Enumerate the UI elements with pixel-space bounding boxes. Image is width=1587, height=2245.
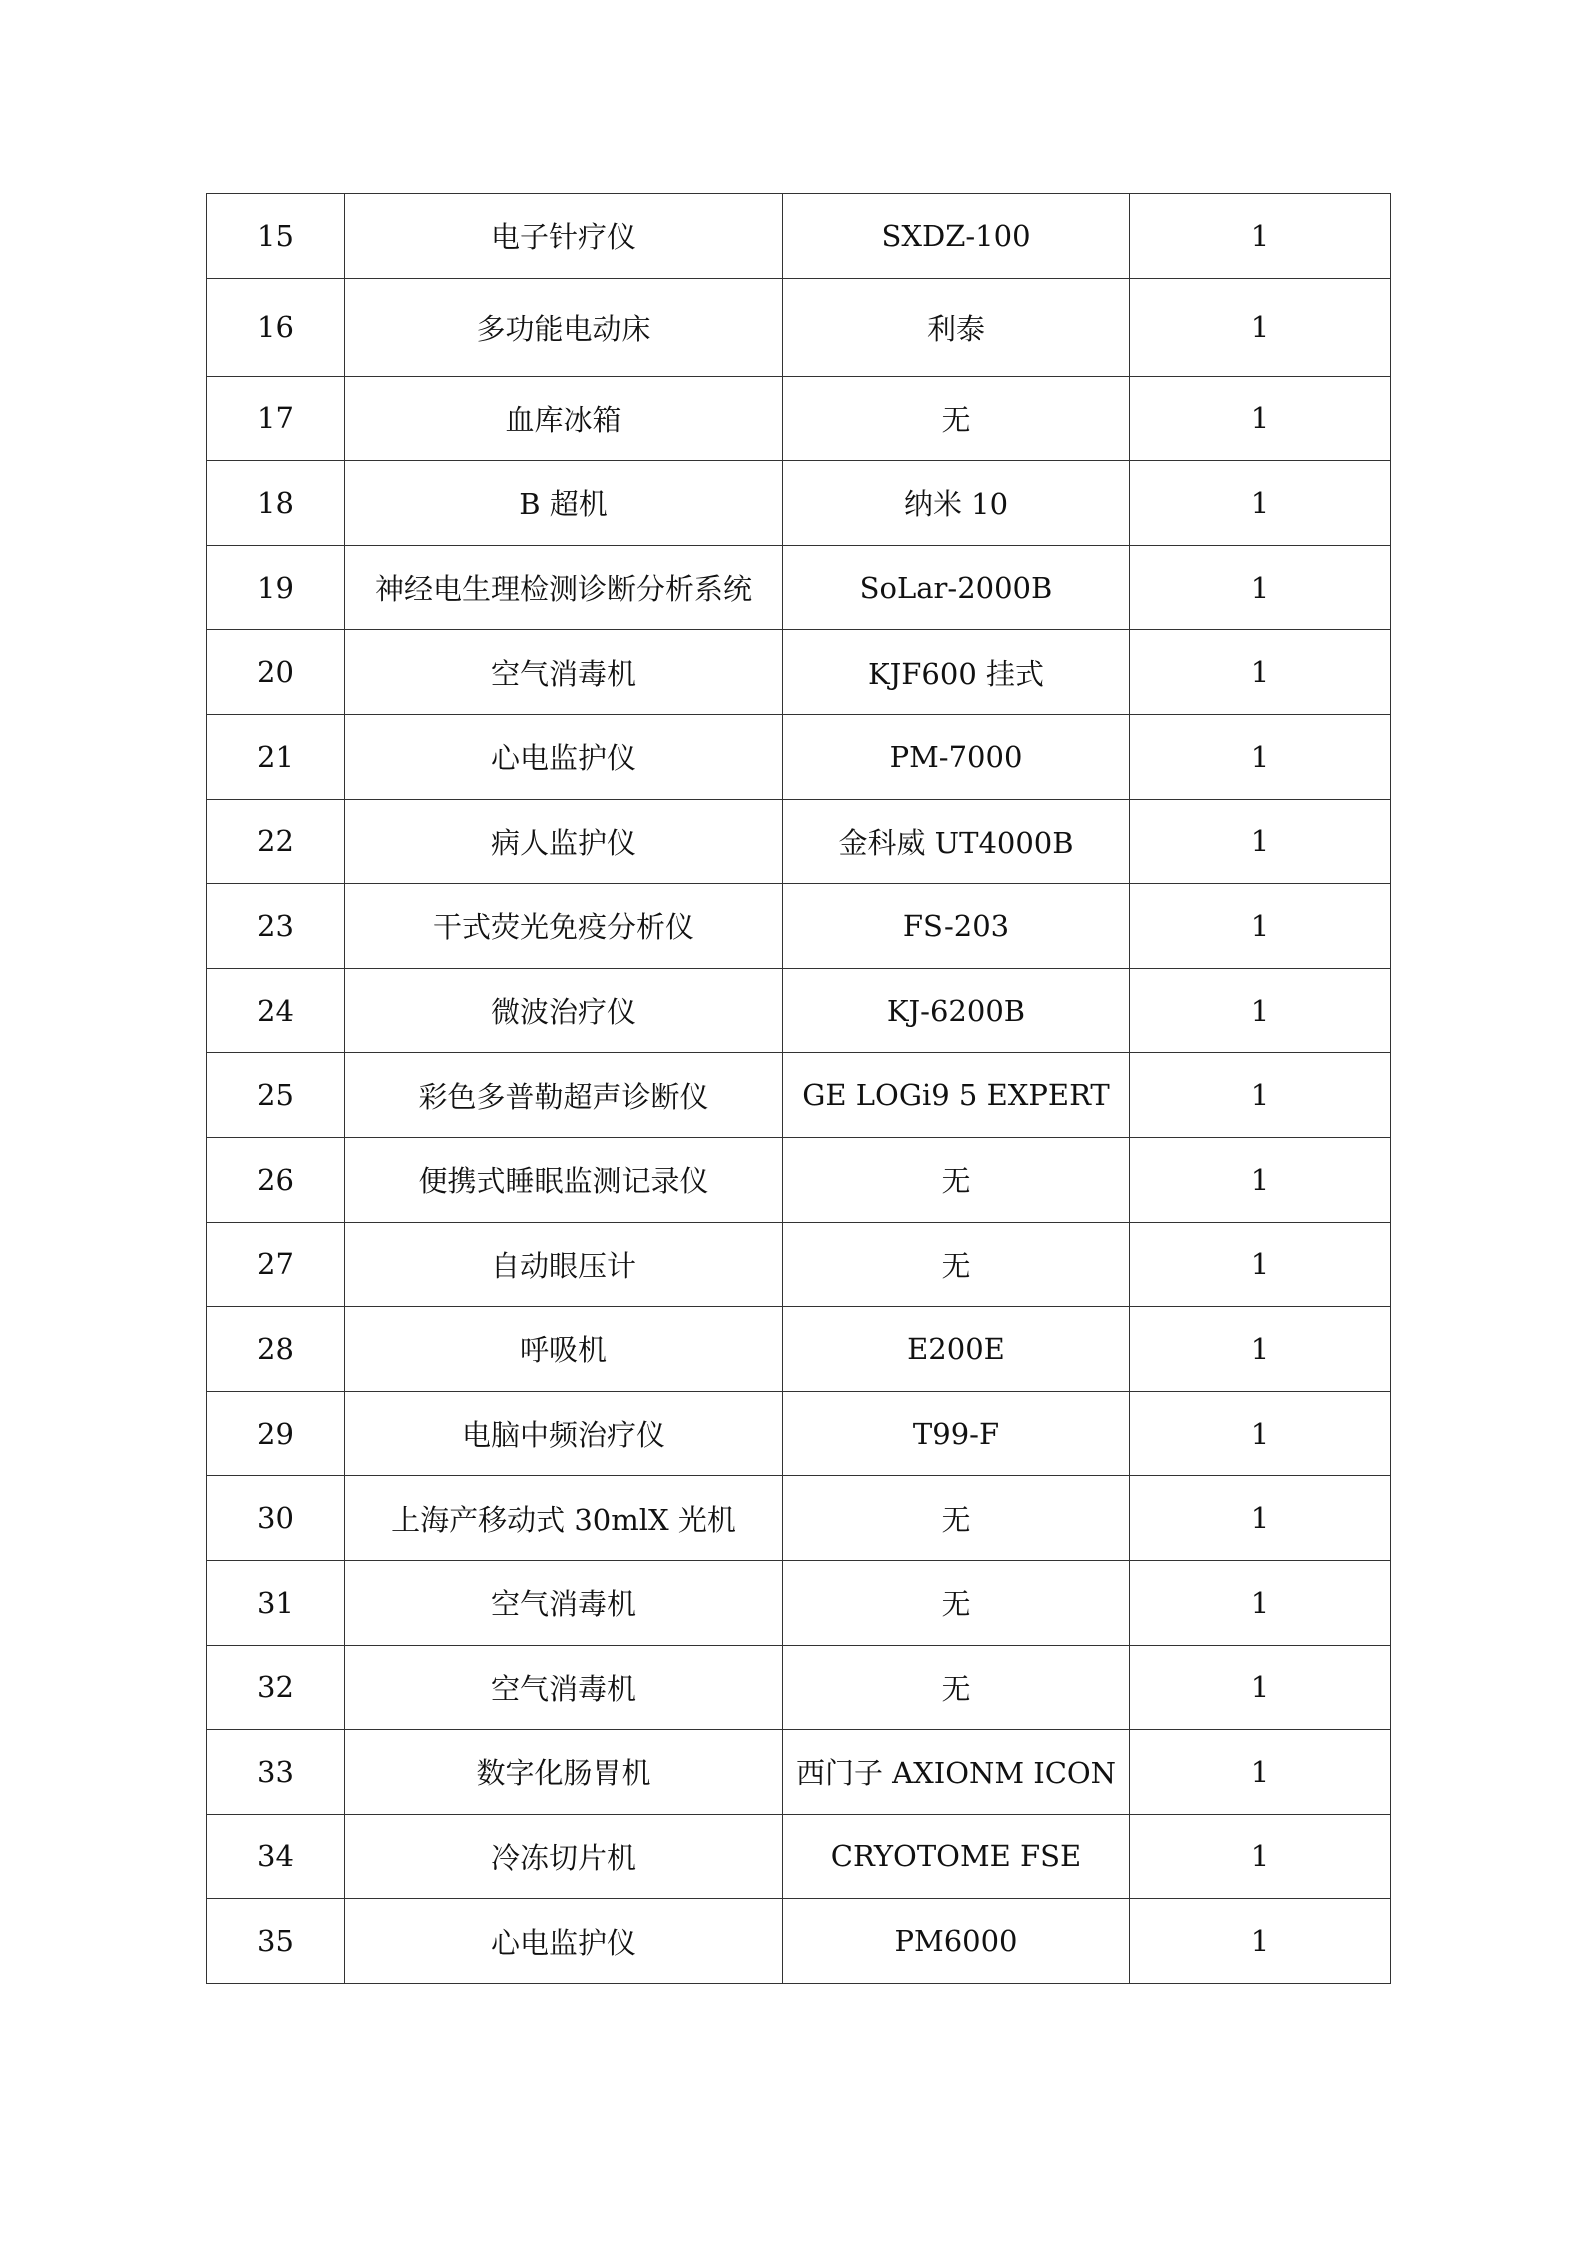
equipment-name-cell: 空气消毒机 xyxy=(345,1645,783,1730)
equipment-name-cell: 电子针疗仪 xyxy=(345,194,783,279)
table-row xyxy=(207,884,1391,969)
table-row xyxy=(207,545,1391,630)
model-cell: 无 xyxy=(783,1137,1130,1222)
quantity-cell: 1 xyxy=(1130,799,1391,884)
model-cell: GE LOGi9 5 EXPERT xyxy=(783,1053,1130,1138)
table-row xyxy=(207,799,1391,884)
table-row xyxy=(207,714,1391,799)
row-number-cell: 18 xyxy=(207,461,345,546)
row-number-cell: 31 xyxy=(207,1560,345,1645)
equipment-name-cell: 冷冻切片机 xyxy=(345,1814,783,1899)
equipment-table-body xyxy=(207,194,1391,1984)
equipment-name-cell: 便携式睡眠监测记录仪 xyxy=(345,1137,783,1222)
row-number-cell: 22 xyxy=(207,799,345,884)
row-number-cell: 16 xyxy=(207,278,345,376)
equipment-name-cell: 彩色多普勒超声诊断仪 xyxy=(345,1053,783,1138)
quantity-cell: 1 xyxy=(1130,1391,1391,1476)
row-number-cell: 26 xyxy=(207,1137,345,1222)
equipment-name-cell: B 超机 xyxy=(345,461,783,546)
equipment-name-cell: 数字化肠胃机 xyxy=(345,1730,783,1815)
equipment-name-cell: 电脑中频治疗仪 xyxy=(345,1391,783,1476)
quantity-cell: 1 xyxy=(1130,968,1391,1053)
row-number-cell: 24 xyxy=(207,968,345,1053)
table-row xyxy=(207,1560,1391,1645)
equipment-name-cell: 血库冰箱 xyxy=(345,376,783,461)
row-number-cell: 28 xyxy=(207,1307,345,1392)
row-number-cell: 20 xyxy=(207,630,345,715)
quantity-cell: 1 xyxy=(1130,1899,1391,1984)
model-cell: 无 xyxy=(783,376,1130,461)
equipment-name-cell: 干式荧光免疫分析仪 xyxy=(345,884,783,969)
table-row xyxy=(207,278,1391,376)
row-number-cell: 25 xyxy=(207,1053,345,1138)
quantity-cell: 1 xyxy=(1130,461,1391,546)
row-number-cell: 23 xyxy=(207,884,345,969)
equipment-name-cell: 微波治疗仪 xyxy=(345,968,783,1053)
model-cell: CRYOTOME FSE xyxy=(783,1814,1130,1899)
quantity-cell: 1 xyxy=(1130,1645,1391,1730)
table-row xyxy=(207,1391,1391,1476)
model-cell: 利泰 xyxy=(783,278,1130,376)
row-number-cell: 29 xyxy=(207,1391,345,1476)
equipment-name-cell: 神经电生理检测诊断分析系统 xyxy=(345,545,783,630)
table-row xyxy=(207,968,1391,1053)
quantity-cell: 1 xyxy=(1130,884,1391,969)
table-row xyxy=(207,1899,1391,1984)
row-number-cell: 32 xyxy=(207,1645,345,1730)
model-cell: 无 xyxy=(783,1560,1130,1645)
row-number-cell: 17 xyxy=(207,376,345,461)
row-number-cell: 21 xyxy=(207,714,345,799)
quantity-cell: 1 xyxy=(1130,194,1391,279)
quantity-cell: 1 xyxy=(1130,1053,1391,1138)
quantity-cell: 1 xyxy=(1130,714,1391,799)
row-number-cell: 33 xyxy=(207,1730,345,1815)
equipment-table xyxy=(206,193,1391,1984)
equipment-name-cell: 心电监护仪 xyxy=(345,1899,783,1984)
quantity-cell: 1 xyxy=(1130,376,1391,461)
model-cell: 西门子 AXIONM ICON xyxy=(783,1730,1130,1815)
model-cell: T99-F xyxy=(783,1391,1130,1476)
table-row xyxy=(207,1137,1391,1222)
model-cell: 金科威 UT4000B xyxy=(783,799,1130,884)
quantity-cell: 1 xyxy=(1130,278,1391,376)
model-cell: 无 xyxy=(783,1476,1130,1561)
quantity-cell: 1 xyxy=(1130,1476,1391,1561)
row-number-cell: 35 xyxy=(207,1899,345,1984)
table-row xyxy=(207,1476,1391,1561)
model-cell: PM6000 xyxy=(783,1899,1130,1984)
quantity-cell: 1 xyxy=(1130,1137,1391,1222)
table-row xyxy=(207,1053,1391,1138)
equipment-name-cell: 病人监护仪 xyxy=(345,799,783,884)
table-row xyxy=(207,1307,1391,1392)
row-number-cell: 15 xyxy=(207,194,345,279)
equipment-name-cell: 呼吸机 xyxy=(345,1307,783,1392)
model-cell: FS-203 xyxy=(783,884,1130,969)
table-row xyxy=(207,461,1391,546)
quantity-cell: 1 xyxy=(1130,1730,1391,1815)
quantity-cell: 1 xyxy=(1130,1307,1391,1392)
quantity-cell: 1 xyxy=(1130,1560,1391,1645)
model-cell: KJ-6200B xyxy=(783,968,1130,1053)
equipment-name-cell: 上海产移动式 30mlX 光机 xyxy=(345,1476,783,1561)
model-cell: SXDZ-100 xyxy=(783,194,1130,279)
equipment-name-cell: 心电监护仪 xyxy=(345,714,783,799)
equipment-name-cell: 空气消毒机 xyxy=(345,630,783,715)
row-number-cell: 27 xyxy=(207,1222,345,1307)
table-row xyxy=(207,1645,1391,1730)
model-cell: 无 xyxy=(783,1222,1130,1307)
equipment-name-cell: 多功能电动床 xyxy=(345,278,783,376)
quantity-cell: 1 xyxy=(1130,1814,1391,1899)
row-number-cell: 30 xyxy=(207,1476,345,1561)
table-row xyxy=(207,1814,1391,1899)
model-cell: 纳米 10 xyxy=(783,461,1130,546)
row-number-cell: 19 xyxy=(207,545,345,630)
table-row xyxy=(207,1222,1391,1307)
model-cell: SoLar-2000B xyxy=(783,545,1130,630)
model-cell: 无 xyxy=(783,1645,1130,1730)
quantity-cell: 1 xyxy=(1130,630,1391,715)
quantity-cell: 1 xyxy=(1130,545,1391,630)
quantity-cell: 1 xyxy=(1130,1222,1391,1307)
table-row xyxy=(207,376,1391,461)
row-number-cell: 34 xyxy=(207,1814,345,1899)
model-cell: PM-7000 xyxy=(783,714,1130,799)
equipment-name-cell: 自动眼压计 xyxy=(345,1222,783,1307)
table-row xyxy=(207,194,1391,279)
table-row xyxy=(207,630,1391,715)
model-cell: KJF600 挂式 xyxy=(783,630,1130,715)
equipment-name-cell: 空气消毒机 xyxy=(345,1560,783,1645)
model-cell: E200E xyxy=(783,1307,1130,1392)
table-row xyxy=(207,1730,1391,1815)
